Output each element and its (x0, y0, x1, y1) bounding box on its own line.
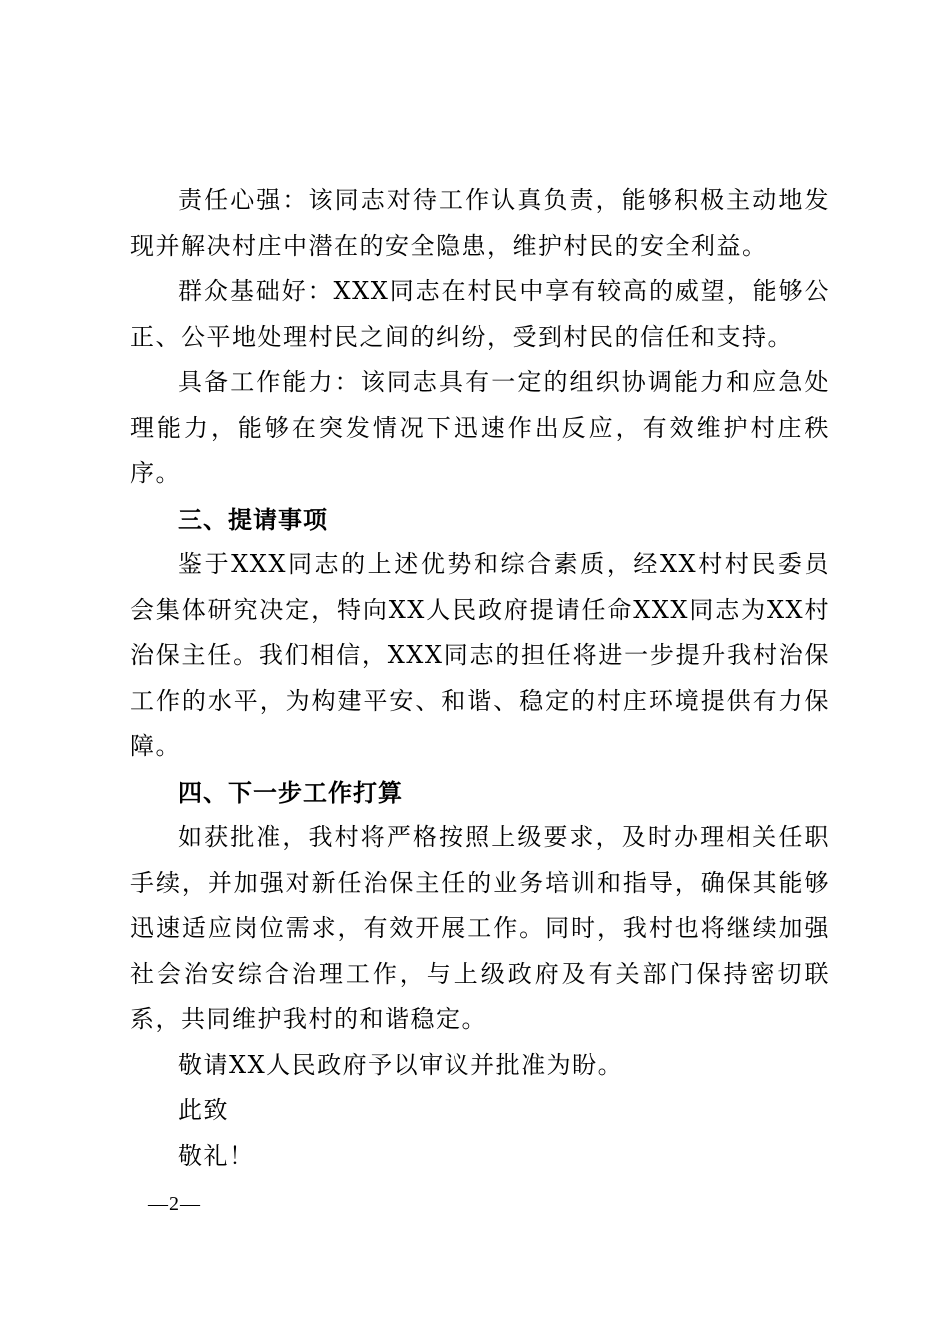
paragraph-mass-base: 群众基础好：XXX同志在村民中享有较高的威望，能够公正、公平地处理村民之间的纠纷，受到村民的信任和支持。 (130, 277, 830, 351)
closing-regards: 敬礼！ (178, 1141, 255, 1170)
section-heading-request: 三、提请事项 (178, 504, 328, 534)
paragraph-responsibility: 责任心强：该同志对待工作认真负责，能够积极主动地发现并解决村庄中潜在的安全隐患，维护村民的安全利益。 (130, 186, 830, 260)
paragraph-next-steps: 如获批准，我村将严格按照上级要求，及时办理相关任职手续，并加强对新任治保主任的业务培训和指导，确保其能够迅速适应岗位需求，有效开展工作。同时，我村也将继续加强社会治安综合治理工作，与上级政府及有关部门保持密切联系，共同维护我村的和谐稳定。 (130, 823, 830, 1033)
paragraph-work-ability: 具备工作能力：该同志具有一定的组织协调能力和应急处理能力，能够在突发情况下迅速作出反应，有效维护村庄秩序。 (130, 368, 830, 487)
document-body (130, 178, 830, 1179)
closing-salutation: 此致 (178, 1096, 229, 1124)
paragraph-request: 鉴于XXX同志的上述优势和综合素质，经XX村村民委员会集体研究决定，特向XX人民政府提请任命XXX同志为XX村治保主任。我们相信，XXX同志的担任将进一步提升我村治保工作的水平，为构建平安、和谐、稳定的村庄环境提供有力保障。 (130, 550, 830, 760)
section-heading-next-steps: 四、下一步工作打算 (178, 777, 403, 807)
paragraph-approval-request: 敬请XX人民政府予以审议并批准为盼。 (178, 1050, 624, 1079)
page-number: —2— (148, 1193, 201, 1215)
